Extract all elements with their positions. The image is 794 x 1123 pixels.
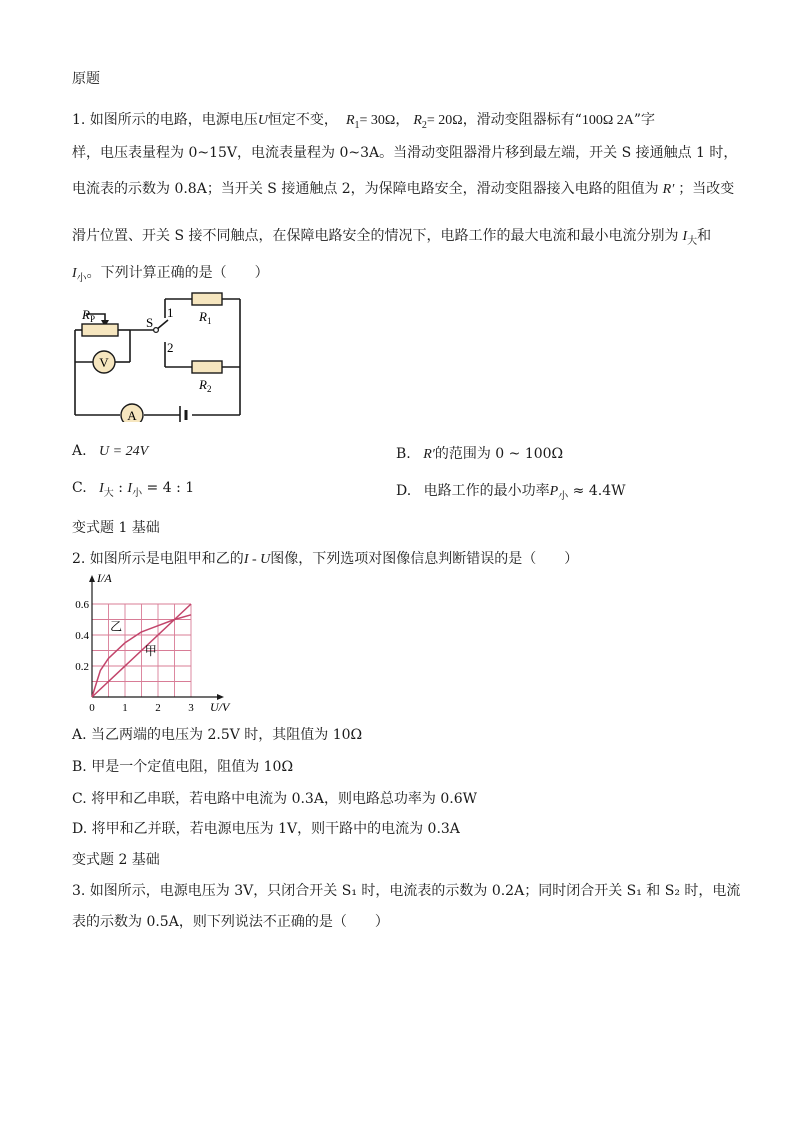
power-value: ≈ 4.4W bbox=[568, 483, 626, 499]
ratio-value: = 4 : 1 bbox=[142, 480, 195, 496]
q1-text: 滑片位置、开关 S 接不同触点，在保障电路安全的情况下，电路工作的最大电流和最小电流分别为 bbox=[72, 228, 679, 244]
section-title-variant-2: 变式题 2 基础 bbox=[72, 852, 160, 868]
x-tick-label: 1 bbox=[122, 702, 128, 714]
option-d-text: 电路工作的最小功率 bbox=[423, 483, 550, 499]
q2-option-b[interactable]: B. 甲是一个定值电阻，阻值为 10Ω bbox=[72, 759, 294, 775]
chart-labels bbox=[75, 571, 231, 714]
rheostat-rating: 100Ω 2A bbox=[581, 113, 634, 128]
q1-line-5 bbox=[72, 262, 269, 284]
q1-text: 恒定不变， bbox=[267, 112, 338, 128]
y-axis-label: I/A bbox=[97, 571, 112, 585]
r2-letter: R bbox=[413, 113, 422, 128]
sub-min: 小 bbox=[558, 490, 569, 502]
q2-option-d[interactable]: D. 将甲和乙并联，若电源电压为 1V，则干路中的电流为 0.3A bbox=[72, 821, 460, 837]
option-letter: C. bbox=[72, 480, 87, 496]
q1-text: 。下列计算正确的是（ ） bbox=[86, 265, 269, 281]
y-tick-label: 0.2 bbox=[75, 661, 89, 673]
symbol-I-max: I bbox=[99, 481, 104, 496]
q3-line-2: 表的示数为 0.5A，则下列说法不正确的是（ ） bbox=[72, 914, 389, 930]
q1-text: ，滑动变阻器标有“ bbox=[462, 112, 582, 128]
y-tick-label: 0.6 bbox=[75, 599, 89, 611]
sub-min: 小 bbox=[132, 487, 143, 499]
x-axis-label: U/V bbox=[210, 700, 230, 714]
q2-option-a[interactable]: A. 当乙两端的电压为 2.5V 时，其阻值为 10Ω bbox=[72, 727, 363, 743]
label-s: S bbox=[146, 315, 154, 330]
option-letter: B. bbox=[396, 446, 411, 462]
symbol-iu: I - U bbox=[243, 552, 271, 567]
symbol-I-min: I bbox=[72, 266, 77, 281]
resistor-r2 bbox=[192, 361, 222, 373]
x-tick-label: 3 bbox=[188, 702, 194, 714]
y-tick-label: 0.4 bbox=[75, 630, 89, 642]
series-label-jia: 甲 bbox=[144, 644, 157, 659]
r1-letter: R bbox=[345, 113, 355, 128]
sub-max: 大 bbox=[687, 235, 698, 247]
ratio-colon: : bbox=[113, 480, 128, 496]
sub-min: 小 bbox=[76, 272, 87, 284]
symbol-I-min: I bbox=[127, 481, 133, 496]
x-tick-label: 0 bbox=[89, 702, 95, 714]
label-contact-2: 2 bbox=[167, 340, 174, 355]
option-letter: D. bbox=[396, 483, 412, 499]
symbol-R2 bbox=[413, 113, 463, 131]
q1-line-1 bbox=[72, 109, 655, 131]
ammeter-label: A bbox=[127, 408, 137, 422]
sub-max: 大 bbox=[103, 487, 114, 499]
symbol-I-max: I bbox=[682, 229, 688, 244]
q1-option-b[interactable] bbox=[396, 443, 563, 463]
q1-text: 电流表的示数为 0.8A；当开关 S 接通触点 2，为保障电路安全，滑动变阻器接入电路的阻值为 bbox=[72, 181, 659, 197]
q1-text: ；当改变 bbox=[678, 181, 735, 197]
switch-pivot bbox=[154, 328, 159, 333]
symbol-R-prime: R′ bbox=[662, 182, 675, 197]
r1-value: = 30Ω bbox=[359, 113, 396, 128]
q2-stem bbox=[72, 548, 578, 568]
option-b-text: 的范围为 0 ~ 100Ω bbox=[434, 446, 564, 462]
resistor-r1 bbox=[192, 293, 222, 305]
r1-sub: 1 bbox=[354, 119, 360, 131]
symbol-U: U bbox=[257, 113, 268, 128]
circuit-diagram bbox=[68, 290, 248, 422]
q1-text: 1. 如图所示的电路，电源电压 bbox=[72, 112, 258, 128]
label-contact-1: 1 bbox=[167, 305, 174, 320]
q2-option-c[interactable]: C. 将甲和乙串联，若电路中电流为 0.3A，则电路总功率为 0.6W bbox=[72, 791, 478, 807]
q2-text: 图像，下列选项对图像信息判断错误的是（ ） bbox=[270, 551, 579, 567]
q1-line-2: 样，电压表量程为 0~15V，电流表量程为 0~3A。当滑动变阻器滑片移到最左端，开关 S 接通触点 1 时， bbox=[72, 145, 738, 161]
symbol-P-min: P bbox=[549, 484, 559, 499]
series-label-yi: 乙 bbox=[110, 619, 123, 634]
q1-text: ， bbox=[395, 112, 410, 128]
symbol-R1 bbox=[345, 113, 396, 131]
rheostat-rp bbox=[82, 324, 118, 336]
q2-text: 2. 如图所示是电阻甲和乙的 bbox=[72, 551, 244, 567]
iu-chart bbox=[68, 570, 248, 720]
section-title-variant-1: 变式题 1 基础 bbox=[72, 520, 160, 536]
section-title-original: 原题 bbox=[72, 71, 100, 87]
q3-line-1: 3. 如图所示，电源电压为 3V，只闭合开关 S₁ 时，电流表的示数为 0.2A；同时闭合开关 S₁ 和 S₂ 时，电流 bbox=[72, 883, 741, 899]
r2-sub: 2 bbox=[421, 119, 427, 131]
label-r2: $R_2$ bbox=[199, 377, 212, 394]
q1-option-a[interactable] bbox=[72, 443, 148, 460]
q1-line-4 bbox=[72, 225, 711, 247]
option-letter: A. bbox=[72, 443, 87, 459]
x-tick-label: 2 bbox=[155, 702, 161, 714]
q1-line-3 bbox=[72, 178, 734, 198]
voltmeter-label: V bbox=[99, 355, 109, 370]
q1-option-c[interactable] bbox=[72, 480, 194, 499]
q1-option-d[interactable] bbox=[396, 480, 626, 502]
y-axis-arrow bbox=[89, 575, 95, 582]
q1-text: ”字 bbox=[633, 112, 656, 128]
label-r1: $R_1$ bbox=[199, 309, 212, 326]
option-a-text: U = 24V bbox=[99, 444, 149, 459]
label-rp: $R_P$ bbox=[82, 307, 95, 324]
q1-text: 和 bbox=[697, 228, 712, 244]
r2-value: = 20Ω bbox=[426, 113, 463, 128]
symbol-R-prime: R′ bbox=[423, 447, 435, 462]
